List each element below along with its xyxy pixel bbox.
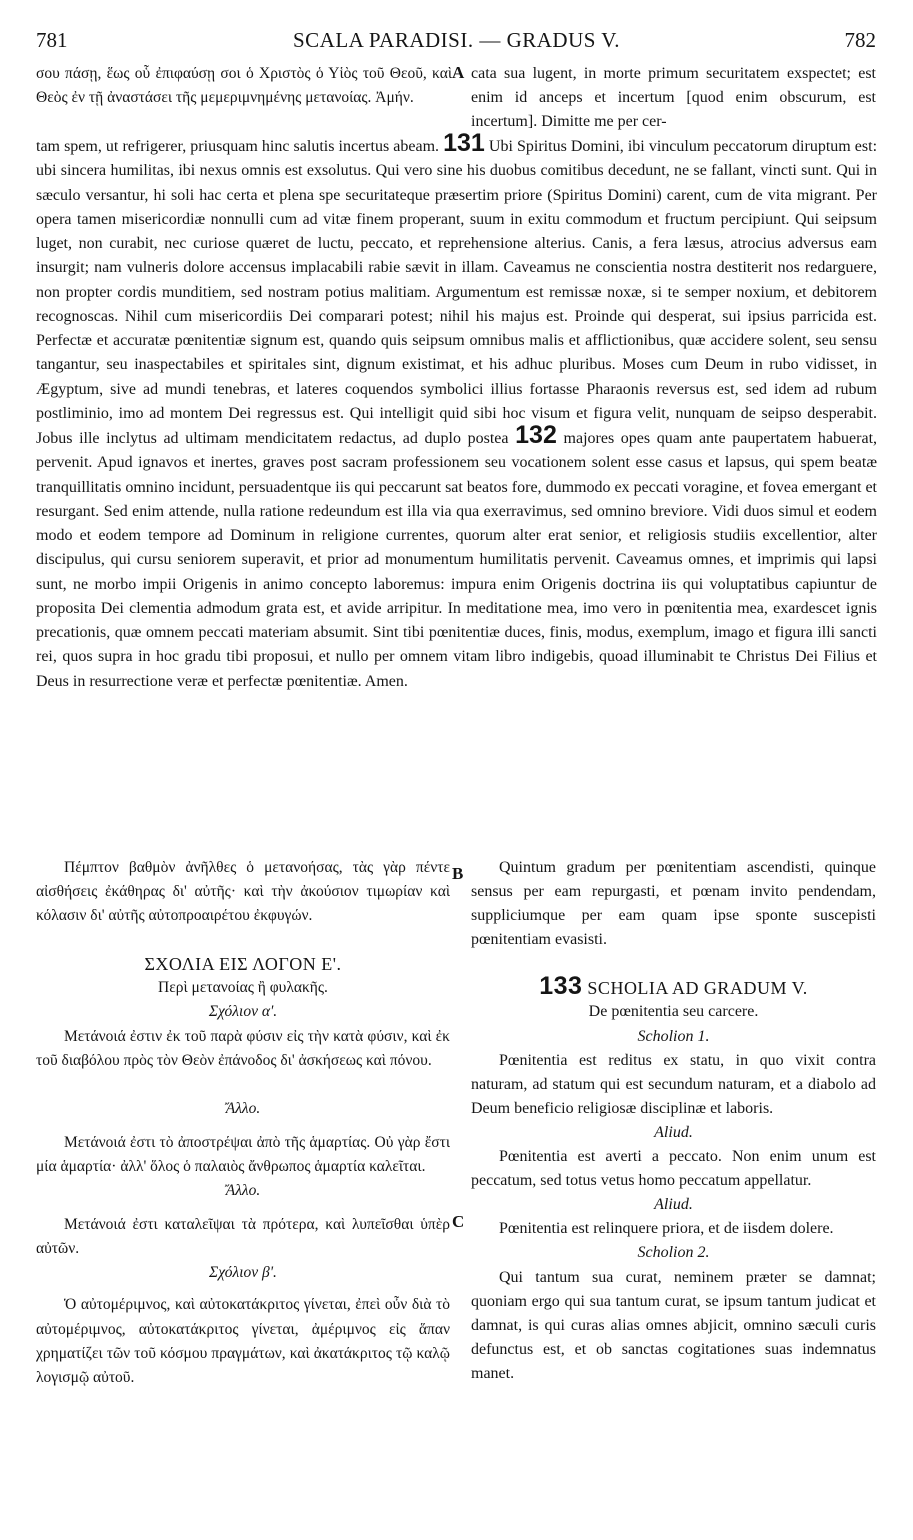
text-segment: majores opes quam ante paupertatem habuerat, pervenit. Apud ignavos et inertes, graves post sacram professionem seu vocationem solent esse casus et lapsus, qui spem beatæ tranquillitatis omnino incidunt, persuadentque iis qui peccarunt sat beatos fore, dummodo ex peccati voragine, et fovea emergant et resurgant. Sed enim attende, nulla ratione redeundum est illa via qua exerravimus, sed omnino breviore. Vidi duos simul et eodem modo et eodem tempore ad Dominum in religione currentes, quorum alter erat senior, et religiosis studiis excellentior, alter discipulus, qui cursu seniorem superavit, et prior ad monumentum humilitatis pervenit. Caveamus omnes, et imprimis qui lapsi sunt, ne morbo impii Origenis in animo concepto laboremus: impura enim Origenis doctrina iis qui voluptatibus capiuntur de proposita Dei clementia admodum grata est, et avide arripitur. In meditatione mea, imo vero in pœnitentia mea, exardescet ignis precationis, quæ omnem peccati materiam absumit. Sint tibi pœnitentiæ duces, finis, modus, exemplum, imago et figura illi sancti rei, quos supra in hoc gradu tibi proposui, et nullo per omnem vitam libro indigebis, quoad illuminabit te Christus Dei Filius et Deus in resurrectione veræ et perfectæ pœnitentiæ. Amen. [36,430,878,690]
greek-scholia-title: ΣΧΟΛΙΑ ΕΙΣ ΛΟΓΟΝ Ε'. [144,954,342,975]
margin-marker-b: B [452,864,464,883]
latin-scholion-2-label: Scholion 2. [637,1244,710,1262]
greek-scholia-subtitle: Περὶ μετανοίας ἢ φυλακῆς. [158,979,328,997]
text-segment: tam spem, ut refrigerer, priusquam hinc salutis incertus abeam. [36,138,440,155]
latin-scholion-1-text: Pœnitentia est reditus ex statu, in quo vixit contra naturam, ad statum qui est secundum naturam, et a diabolo ad Deum beneficio religiosæ disciplinæ et laboris. [471,1051,876,1117]
latin-scholia-heading [471,972,876,1001]
latin-aliud-2-label: Aliud. [654,1196,693,1214]
latin-scholia-title: SCHOLIA AD GRADUM V. [587,978,808,999]
greek-scholion-1-text: Μετάνοιά ἐστιν ἐκ τοῦ παρὰ φύσιν εἰς τὴν κατὰ φύσιν, καὶ ἐκ τοῦ διαβόλου πρὸς τὸν Θεὸν ἐπάνοδος δι' ἀσκήσεως καὶ πόνου. [36,1027,450,1069]
greek-scholion-2-label: Σχόλιον β'. [209,1264,277,1282]
latin-paragraph: cata sua lugent, in morte primum securitatem exspectet; est enim id anceps et incertum [quod enim obscurum, est incertum]. Dimitte me per cer- [471,65,876,131]
greek-allo-1-label: Ἄλλο. [225,1099,261,1117]
latin-full-width-text [36,129,878,694]
latin-intro: Quintum gradum per pœnitentiam ascendisti, quinque sensus per eam repurgasti, et pœnam invito pendendam, suppliciumque per eam quam ipse sponte suscepisti pœnitentiam evasisti. [471,859,876,949]
latin-scholion-2-text: Qui tantum sua curat, neminem præter se damnat; quoniam ergo qui sua tantum curat, se ipsum tantum judicat et damnat, is qui curas alias omnes abjicit, omnino sæculi curis defunctus est, et ob sanctas cogitationes suas indemnatus manet. [471,1268,876,1382]
latin-aliud-1-label: Aliud. [654,1123,693,1141]
greek-column-lower [36,856,450,1390]
latin-aliud-1-text: Pœnitentia est averti a peccato. Non enim unum est peccatum, sed totus vetus homo peccatum appellatur. [471,1148,876,1190]
latin-scholion-1-label: Scholion 1. [637,1027,710,1045]
margin-marker-c: C [452,1212,465,1231]
greek-allo-1-text: Μετάνοιά ἐστι τὸ ἀποστρέψαι ἀπὸ τῆς ἁμαρτίας. Οὐ γὰρ ἔστι μία ἁμαρτία· ἀλλ' ὅλος ὁ παλαιὸς ἄνθρωπος ἁμαρτία καλεῖται. [36,1133,450,1175]
latin-aliud-2-text: Pœnitentia est relinquere priora, et de iisdem dolere. [499,1220,834,1238]
left-page-number: 781 [36,28,68,52]
latin-column-lower [471,856,876,1386]
greek-scholion-2-text: Ὁ αὐτομέριμνος, καὶ αὐτοκατάκριτος γίνεται, ἐπεὶ οὖν διὰ τὸ αὐτομέριμνος, αὐτοκατάκριτος γίνεται, ἀμέριμνος εἰς ἅπαν χρηματίζει τῶν τοῦ κόσμου πραγμάτων, καὶ ἀκατάκριτος τῷ καλῷ λογισμῷ αὐτοῦ. [36,1296,450,1386]
greek-allo-2-text: Μετάνοιά ἐστι καταλεῖψαι τὰ πρότερα, καὶ λυπεῖσθαι ὑπὲρ αὐτῶν. [36,1216,450,1258]
greek-scholion-1-label: Σχόλιον α'. [208,1003,278,1021]
greek-allo-2-label: Ἄλλο. [225,1182,261,1200]
latin-body-paragraph [36,129,878,694]
greek-paragraph: σου πάσῃ, ἕως οὗ ἐπιφαύσῃ σοι ὁ Χριστὸς ὁ Υἱὸς τοῦ Θεοῦ, καὶ Θεὸς ἐν τῇ ἀναστάσει τῆς μεμεριμνημένης μετανοίας. Ἀμήν. [36,65,452,107]
right-page-number: 782 [844,28,876,52]
section-number-133: 133 [539,972,583,1001]
text-segment: Ubi Spiritus Domini, ibi vinculum peccatorum diruptum est: ubi sincera humilitas, ibi nexus omnis est exsolutus. Qui vero sine his duobus comitibus decedunt, ne se fallant, vincti sunt. Qui in sæculo versantur, hi soli hac certa et plena spe securitateque præsertim priore (Spiritus Domini) carent, cum de vita migrant. Per opera tamen misericordiæ nonnulli cum ad vitæ finem properant, suum in exitu commodum et fructum percipiunt. Qui seipsum luget, non curabit, nec curiose quæret de luctu, peccato, et reprehensione alterius. Canis, a fera læsus, atrocius adversus eam insurgit; nam vulneris dolore accensus implacabili rabie sævit in illam. Caveamus ne conscientia nostra destiterit nos redarguere, non propter cordis munditiem, sed nostram potius malitiam. Argumentum est remissæ noxæ, si te semper noxium, et debitorem recognoscas. Nihil cum misericordiis Dei comparari potest; nihil his majus est. Proinde qui desperat, sui ipsius parricida est. Perfectæ et accuratæ pœnitentiæ signum est, quando quis seipsum omnibus malis et afflictionibus, quæ accidere solent, seu sensu tangantur, seu inaspectabiles et spiritales sint, dignum existimat, et his adhuc pluribus. Moses cum Deum in rubo vidisset, in Ægyptum, sive ad mundi tenebras, et lateres coquendos symbolici illius fortasse Pharaonis reversus est, sed idem ad rubum postliminio, imo ad montem Dei regressus est. Qui intelligit quid sibi hoc visum et figura velit, nunquam de seipso desperabit. Jobus ille inclytus ad ultimam mendicitatem redactus, ad duplo postea [36,138,878,447]
latin-column-top [471,62,876,134]
section-number-131: 131 [443,129,485,157]
section-number-132: 132 [515,421,557,449]
greek-intro: Πέμπτον βαθμὸν ἀνῆλθες ὁ μετανοήσας, τὰς γὰρ πέντε αἰσθήσεις ἐκάθηρας δι' αὐτῆς· καὶ τὴν ἀκούσιον τιμωρίαν καὶ κόλασιν δι' αὐτῆς αὐτοπροαιρέτου ἐκφυγών. [36,859,450,925]
margin-marker-a: A [452,63,465,82]
greek-column-top [36,62,452,110]
running-title: SCALA PARADISI. — GRADUS V. [292,28,621,52]
latin-scholia-subtitle: De pœnitentia seu carcere. [588,1003,759,1021]
